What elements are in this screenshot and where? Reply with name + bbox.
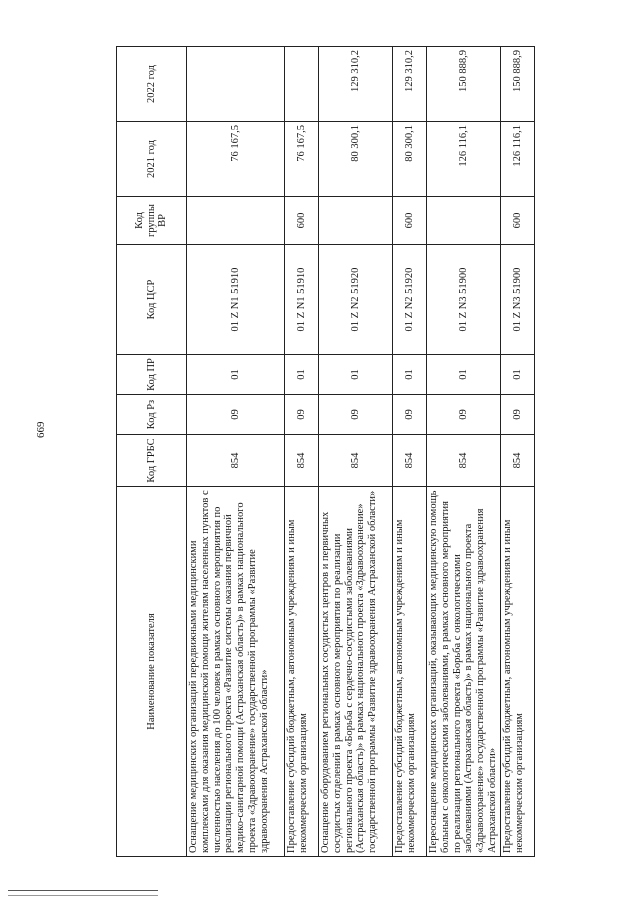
row-pr: 01: [319, 355, 393, 395]
row-grbs: 854: [285, 435, 319, 487]
row-rz: 09: [427, 395, 501, 435]
row-2021: 80 300,1: [319, 122, 393, 197]
row-pr: 01: [501, 355, 535, 395]
row-vr: 600: [393, 197, 427, 245]
row-vr: 600: [501, 197, 535, 245]
header-csr: Код ЦСР: [117, 245, 187, 355]
row-vr: 600: [285, 197, 319, 245]
row-csr: 01 Z N1 51910: [187, 245, 285, 355]
table-row: [427, 47, 501, 857]
row-name: Предоставление субсидий бюджетным, автономным учреждениям и иным некоммерческим организациям: [393, 487, 427, 857]
row-csr: 01 Z N3 51900: [501, 245, 535, 355]
row-grbs: 854: [393, 435, 427, 487]
header-vr: Код группы ВР: [117, 197, 187, 245]
row-pr: 01: [187, 355, 285, 395]
page-number: 669: [35, 421, 47, 438]
row-2021: 76 167,5: [285, 122, 319, 197]
table-row: [501, 47, 535, 857]
row-2022: 150 888,9: [501, 47, 535, 122]
header-2021: 2021 год: [117, 122, 187, 197]
row-name: Переоснащение медицинских организаций, оказывающих медицинскую помощь больным с онкологическими заболеваниями, в рамках основного мероприятия по реализации регионального проекта «Борьба с онкологическими заболеваниями (Астраханская область)» в рамках национального проекта «Здравоохранение» государственной программы «Развитие здравоохранения Астраханской области»: [427, 487, 501, 857]
row-rz: 09: [187, 395, 285, 435]
row-name: Предоставление субсидий бюджетным, автономным учреждениям и иным некоммерческим организациям: [285, 487, 319, 857]
header-pr: Код ПР: [117, 355, 187, 395]
row-2021: 80 300,1: [393, 122, 427, 197]
row-grbs: 854: [319, 435, 393, 487]
table-row: [285, 47, 319, 857]
header-grbs: Код ГРБС: [117, 435, 187, 487]
row-2022: 150 888,9: [427, 47, 501, 122]
row-2022: 129 310,2: [319, 47, 393, 122]
header-rz: Код Рз: [117, 395, 187, 435]
table-row: [187, 47, 285, 857]
row-pr: 01: [427, 355, 501, 395]
row-csr: 01 Z N3 51900: [427, 245, 501, 355]
budget-table-container: [116, 47, 525, 857]
row-grbs: 854: [501, 435, 535, 487]
table-row: [319, 47, 393, 857]
row-vr: [187, 197, 285, 245]
row-grbs: 854: [187, 435, 285, 487]
row-pr: 01: [393, 355, 427, 395]
row-rz: 09: [501, 395, 535, 435]
row-name: Предоставление субсидий бюджетным, автономным учреждениям и иным некоммерческим организациям: [501, 487, 535, 857]
row-2021: 126 116,1: [427, 122, 501, 197]
row-csr: 01 Z N2 51920: [319, 245, 393, 355]
row-csr: 01 Z N2 51920: [393, 245, 427, 355]
row-name: Оснащение медицинских организаций передвижными медицинскими комплексами для оказания медицинской помощи жителям населенных пунктов с численностью населения до 100 человек в рамках основного мероприятия по реализации регионального проекта «Развитие системы оказания первичной медико-санитарной помощи (Астраханская область)» в рамках национального проекта «Здравоохранение» государственной программы «Развитие здравоохранения Астраханской области»: [187, 487, 285, 857]
row-rz: 09: [393, 395, 427, 435]
row-name: Оснащение оборудованием региональных сосудистых центров и первичных сосудистых отделений в рамках основного мероприятия по реализации регионального проекта «Борьба с сердечно-сосудистыми заболеваниями (Астраханская область)» в рамках национального проекта «Здравоохранение» государственной программы «Развитие здравоохранения Астраханской области»: [319, 487, 393, 857]
row-2021: 76 167,5: [187, 122, 285, 197]
row-vr: [427, 197, 501, 245]
row-csr: 01 Z N1 51910: [285, 245, 319, 355]
budget-table: [116, 46, 535, 857]
scan-artifact-line: [8, 890, 158, 891]
table-header-row: [117, 47, 187, 857]
row-pr: 01: [285, 355, 319, 395]
scan-artifact-line: [8, 895, 158, 896]
header-name: Наименование показателя: [117, 487, 187, 857]
row-vr: [319, 197, 393, 245]
row-rz: 09: [319, 395, 393, 435]
row-2022: [187, 47, 285, 122]
row-grbs: 854: [427, 435, 501, 487]
row-2022: 129 310,2: [393, 47, 427, 122]
table-row: [393, 47, 427, 857]
row-2021: 126 116,1: [501, 122, 535, 197]
row-rz: 09: [285, 395, 319, 435]
row-2022: [285, 47, 319, 122]
header-2022: 2022 год: [117, 47, 187, 122]
